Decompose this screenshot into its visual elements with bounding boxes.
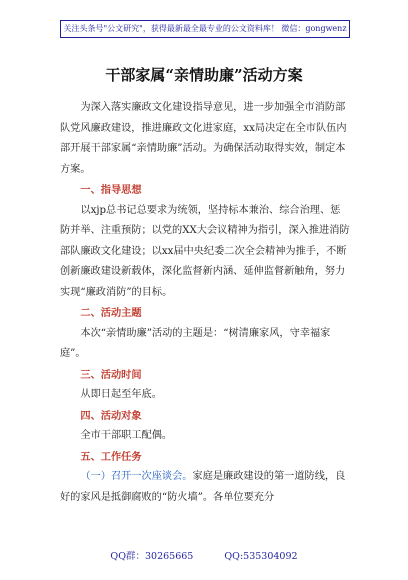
section-paragraph: 从即日起至年底。 [80,389,162,400]
section-heading: 五、工作任务 [80,450,142,463]
subsection-heading: （一）召开一次座谈会。 [80,471,193,482]
section-heading: 四、活动对象 [80,409,142,422]
footer-qq-group: QQ群：30265665 [110,551,194,562]
section-paragraph: 以xjp总书记总要求为统领，坚持标本兼治、综合治理、惩防并举、注重预防；以党的XX大会议精神为指引，深入推进消防部队廉政文化建设；以xx届中央纪委二次全会精神为推手，不断创新廉政建设新载体，深化监督新内涵、延伸监督新触角，努力实现“廉政消防”的目标。 [60,204,350,298]
page-footer [0,548,408,562]
document-title: 干部家属“亲情助廉”活动方案 [105,66,303,84]
section-heading: 三、活动时间 [80,368,142,381]
section-paragraph: 全市干部职工配偶。 [80,430,173,441]
header-banner: 关注头条号"公文研究"，获得最新最全最专业的公文资料库！ 微信：gongwenz [60,20,350,38]
intro-paragraph: 为深入落实廉政文化建设指导意见，进一步加强全市消防部队党风廉政建设，推进廉政文化进家庭，xx局决定在全市队伍内部开展干部家属“亲情助廉”活动。为确保活动取得实效，制定本方案。 [60,102,347,175]
subsection-text: 家庭是廉政建设的第一道防线，良好的家风是抵御腐败的“防火墙”。各单位要充分 [60,471,346,503]
section-paragraph: 本次“亲情助廉”活动的主题是：“树清廉家风，守幸福家庭”。 [60,327,331,359]
section-paragraph [60,467,350,508]
section-heading: 二、活动主题 [80,307,142,319]
section-heading: 一、指导思想 [80,184,142,196]
document-body [60,98,350,508]
footer-qq: QQ:535304092 [224,551,298,562]
